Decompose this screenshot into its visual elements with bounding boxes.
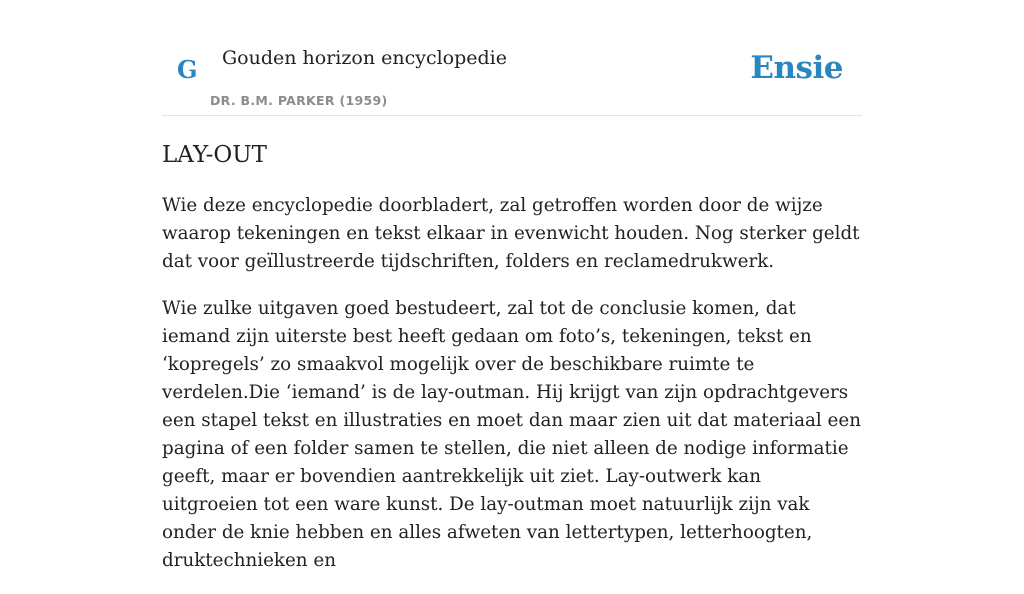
book-author: DR. B.M. PARKER (1959) <box>210 93 388 108</box>
ensie-logo[interactable]: Ensie <box>750 50 843 86</box>
book-title-link[interactable]: Gouden horizon encyclopedie <box>222 47 507 69</box>
entry-title: LAY-OUT <box>162 142 267 168</box>
paragraph-2: Wie zulke uitgaven goed bestudeert, zal tot de conclusie komen, dat iemand zijn uiterste best heeft gedaan om foto’s, tekeningen, tekst en ‘kopregels’ zo smaakvol mogelijk over de beschikbare ruimte te verdelen.Die ‘iemand’ is de lay-outman. Hij krijgt van zijn opdrachtgevers een stapel tekst en illustraties en moet dan maar zien uit dat materiaal een pagina of een folder samen te stellen, die niet alleen de nodige informatie geeft, maar er bovendien aantrekkelijk uit ziet. Lay-outwerk kan uitgroeien tot een ware kunst. De lay-outman moet natuurlijk zijn vak onder de knie hebben en alles afweten van lettertypen, letterhoogten, druktechnieken en <box>162 298 861 571</box>
header <box>162 0 862 116</box>
entry-content <box>162 192 862 594</box>
book-letter-icon[interactable]: G <box>177 55 198 84</box>
paragraph-1: Wie deze encyclopedie doorbladert, zal getroffen worden door de wijze waarop tekeningen en tekst elkaar in evenwicht houden. Nog sterker geldt dat voor geïllustreerde tijdschriften, folders en reclamedrukwerk. <box>162 195 860 272</box>
page <box>162 0 862 571</box>
